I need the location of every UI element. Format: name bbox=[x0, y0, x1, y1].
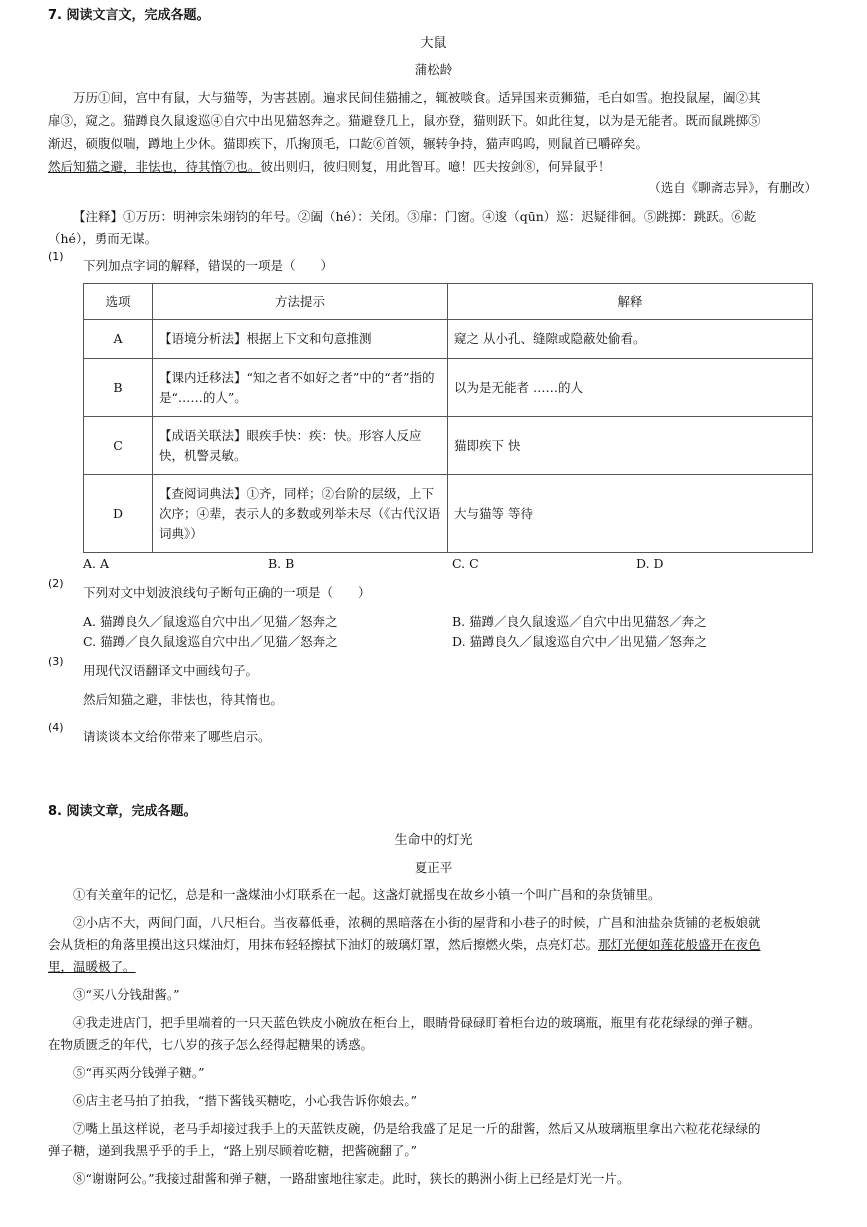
explanation: 猫即疾下 快 bbox=[448, 417, 813, 475]
question-7-heading: 7. 阅读文言文，完成各题。 bbox=[48, 8, 210, 23]
choice-d[interactable]: D. 猫蹲良久／鼠逡巡自穴中／出见猫／怒奔之 bbox=[452, 634, 708, 649]
article-paragraph bbox=[48, 912, 828, 978]
table-header: 解释 bbox=[448, 284, 813, 320]
table-row bbox=[84, 359, 813, 417]
table-header: 选项 bbox=[84, 284, 153, 320]
passage-title: 大鼠 bbox=[420, 36, 447, 51]
option-letter: C bbox=[84, 417, 153, 475]
passage-author: 蒲松龄 bbox=[414, 62, 453, 77]
article-paragraph: ③“买八分钱甜酱。” bbox=[73, 987, 180, 1002]
paragraph-line: ④我走进店门，把手里端着的一只天蓝色铁皮小碗放在柜台上，眼睛骨碌碌盯着柜台边的玻璃瓶，瓶里有花花绿绿的弹子糖。 bbox=[73, 1015, 761, 1030]
underlined-sentence: 里，温暖极了。 bbox=[48, 959, 136, 974]
table-row bbox=[84, 320, 813, 359]
underlined-sentence: 然后知猫之避，非怯也，待其惰⑦也。 bbox=[48, 159, 261, 174]
sub-question-number: (2) bbox=[48, 577, 64, 590]
passage-line: 万历①间，宫中有鼠，大与猫等，为害甚剧。遍求民间佳猫捕之，辄被啖食。适异国来贡狮猫，毛白如雪。抱投鼠屋，阖②其 bbox=[73, 90, 761, 105]
explanation: 窥之 从小孔、缝隙或隐蔽处偷看。 bbox=[448, 320, 813, 359]
sub-question-number: (4) bbox=[48, 721, 64, 734]
choice-a[interactable]: A. A bbox=[83, 556, 110, 571]
option-letter: D bbox=[84, 475, 153, 553]
article-author: 夏正平 bbox=[414, 860, 453, 875]
choice-d[interactable]: D. D bbox=[636, 556, 664, 571]
paragraph-line: ②小店不大，两间门面，八尺柜台。当夜幕低垂，浓稠的黑暗落在小街的屋背和小巷子的时候，广昌和油盐杂货铺的老板娘就 bbox=[73, 915, 761, 930]
sub-question-number: (1) bbox=[48, 250, 64, 263]
classical-passage bbox=[48, 86, 823, 178]
option-letter: A bbox=[84, 320, 153, 359]
method-hint: 【查阅词典法】①齐，同样；②台阶的层级，上下次序；④辈，表示人的多数或列举未尽（《古代汉语词典》） bbox=[153, 475, 448, 553]
passage-line: 渐迟，硕腹似喘，蹲地上少休。猫即疾下，爪掬顶毛，口龁⑥首领，辗转争持，猫声呜呜，则鼠首已嚼碎矣。 bbox=[48, 136, 649, 151]
sub-question-prompt: 下列加点字词的解释，错误的一项是（ ） bbox=[83, 258, 334, 273]
article-paragraph: ⑧“谢谢阿公。”我接过甜酱和弹子糖，一路甜蜜地往家走。此时，狭长的鹅洲小街上已经是灯光一片。 bbox=[73, 1171, 630, 1186]
choice-b[interactable]: B. 猫蹲／良久鼠逡巡／自穴中出见猫怒／奔之 bbox=[452, 614, 707, 629]
choice-c[interactable]: C. 猫蹲／良久鼠逡巡自穴中出／见猫／怒奔之 bbox=[83, 634, 338, 649]
option-letter: B bbox=[84, 359, 153, 417]
sub-question-prompt: 用现代汉语翻译文中画线句子。 bbox=[83, 663, 259, 678]
article-paragraph: ⑤“再买两分钱弹子糖。” bbox=[73, 1065, 205, 1080]
sub-question-prompt: 请谈谈本文给你带来了哪些启示。 bbox=[83, 729, 271, 744]
annotation-notes bbox=[48, 206, 828, 250]
article-body bbox=[48, 884, 828, 1190]
method-hint: 【语境分析法】根据上下文和句意推测 bbox=[153, 320, 448, 359]
translate-sentence: 然后知猫之避，非怯也，待其惰也。 bbox=[83, 692, 284, 707]
article-title: 生命中的灯光 bbox=[394, 833, 473, 848]
options-table bbox=[83, 283, 813, 553]
passage-source: （选自《聊斋志异》，有删改） bbox=[648, 180, 817, 195]
article-paragraph: ①有关童年的记忆，总是和一盏煤油小灯联系在一起。这盏灯就摇曳在故乡小镇一个叫广昌和的杂货铺里。 bbox=[73, 887, 661, 902]
article-paragraph: ⑥店主老马拍了拍我，“揩下酱钱买糖吃，小心我告诉你娘去。” bbox=[73, 1093, 418, 1108]
table-row bbox=[84, 417, 813, 475]
sub-question-prompt: 下列对文中划波浪线句子断句正确的一项是（ ） bbox=[83, 585, 371, 600]
paragraph-line: 在物质匮乏的年代，七八岁的孩子怎么经得起糖果的诱惑。 bbox=[48, 1037, 374, 1052]
article-paragraph bbox=[48, 1118, 828, 1162]
paragraph-line: 会从货柜的角落里摸出这只煤油灯，用抹布轻轻擦拭下油灯的玻璃灯罩，然后擦燃火柴，点亮灯芯。 bbox=[48, 937, 599, 952]
paragraph-line: ⑦嘴上虽这样说，老马手却接过我手上的天蓝铁皮碗，仍是给我盛了足足一斤的甜酱，然后又从玻璃瓶里拿出六粒花花绿绿的 bbox=[73, 1121, 761, 1136]
choice-a[interactable]: A. 猫蹲良久／鼠逡巡自穴中出／见猫／怒奔之 bbox=[83, 614, 338, 629]
question-8-heading: 8. 阅读文章，完成各题。 bbox=[48, 804, 197, 819]
table-header-row bbox=[84, 284, 813, 320]
note-line: 【注释】①万历：明神宗朱翊钧的年号。②阖（hé）：关闭。③扉：门窗。④逡（qūn）巡：迟疑徘徊。⑤跳掷：跳跃。⑥龁 bbox=[73, 209, 757, 224]
passage-line: 扉③，窥之。猫蹲良久鼠逡巡④自穴中出见猫怒奔之。猫避登几上，鼠亦登，猫则跃下。如此往复，以为是无能者。既而鼠跳掷⑤ bbox=[48, 113, 761, 128]
passage-line: 彼出则归，彼归则复，用此智耳。噫！匹夫按剑⑧，何异鼠乎！ bbox=[260, 159, 611, 174]
table-header: 方法提示 bbox=[153, 284, 448, 320]
method-hint: 【成语关联法】眼疾手快：疾：快。形容人反应快，机警灵敏。 bbox=[153, 417, 448, 475]
choice-b[interactable]: B. B bbox=[268, 556, 295, 571]
paragraph-line: 弹子糖，递到我黑乎乎的手上，“路上别尽顾着吃糖，把酱碗翻了。” bbox=[48, 1143, 418, 1158]
explanation: 大与猫等 等待 bbox=[448, 475, 813, 553]
note-line: （hé），勇而无谋。 bbox=[48, 231, 158, 246]
table-row bbox=[84, 475, 813, 553]
article-paragraph bbox=[48, 1012, 828, 1056]
choice-c[interactable]: C. C bbox=[452, 556, 479, 571]
method-hint: 【课内迁移法】“知之者不如好之者”中的“者”指的是“……的人”。 bbox=[153, 359, 448, 417]
underlined-sentence: 那灯光便如莲花般盛开在夜色 bbox=[598, 937, 761, 952]
sub-question-number: (3) bbox=[48, 655, 64, 668]
explanation: 以为是无能者 ……的人 bbox=[448, 359, 813, 417]
